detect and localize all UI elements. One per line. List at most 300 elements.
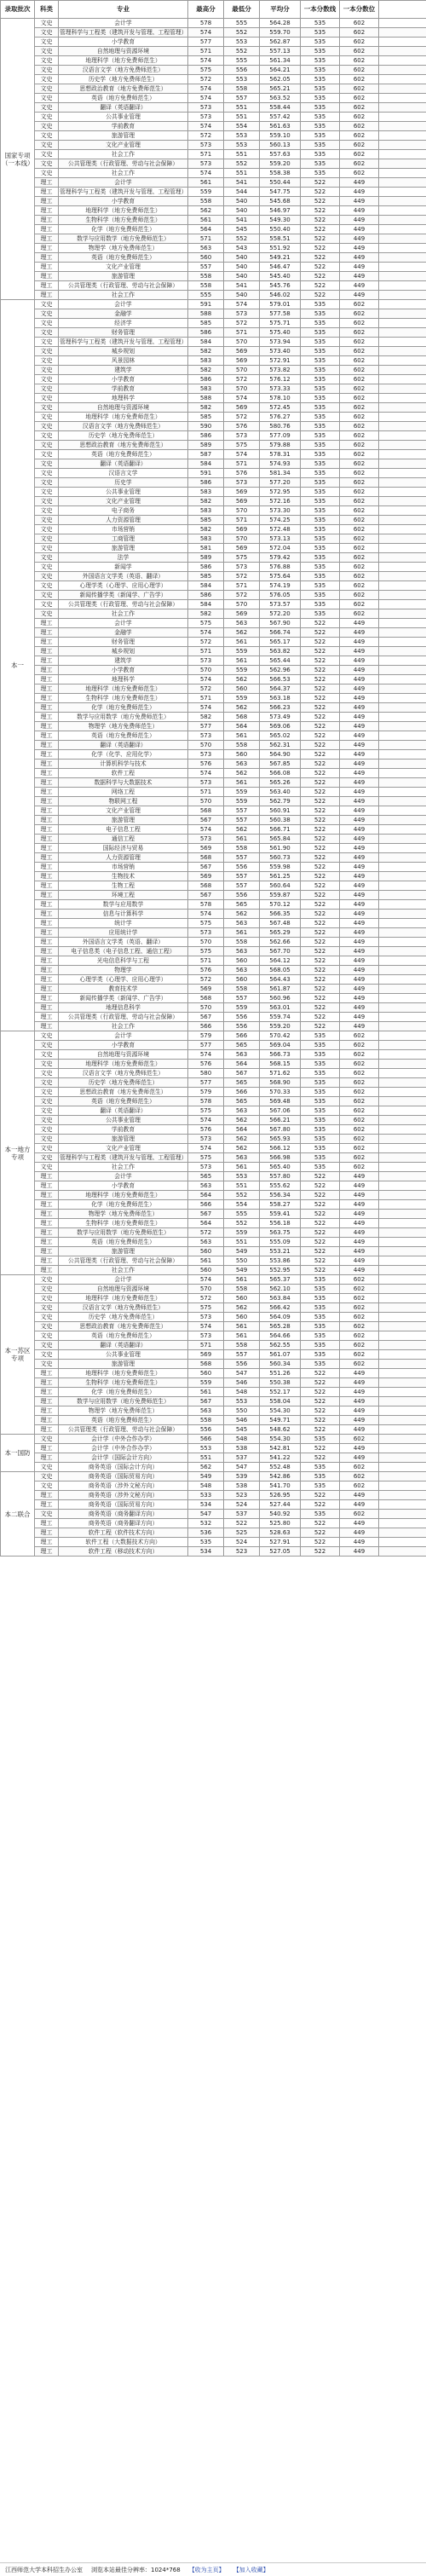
major-cell: 国际经济与贸易 — [59, 844, 188, 853]
major-cell: 商务英语（商务翻译方向） — [59, 1519, 188, 1528]
min-score-cell: 562 — [224, 703, 260, 713]
blank-cell — [379, 1416, 426, 1425]
category-cell: 理工 — [35, 750, 59, 760]
blank-cell — [379, 1294, 426, 1303]
min-score-cell: 557 — [224, 806, 260, 816]
cutoff-line-cell: 522 — [301, 197, 340, 206]
cutoff-rank-cell: 449 — [340, 178, 379, 188]
major-cell: 翻译（英语翻译） — [59, 459, 188, 469]
cutoff-rank-cell: 449 — [340, 1500, 379, 1510]
category-cell: 理工 — [35, 291, 59, 300]
page-footer — [0, 2562, 426, 2576]
blank-cell — [379, 703, 426, 713]
major-cell: 软件工程 — [59, 769, 188, 778]
table-row — [1, 1135, 426, 1144]
min-score-cell: 571 — [224, 516, 260, 525]
max-score-cell: 573 — [188, 731, 224, 741]
cutoff-line-cell: 535 — [301, 1060, 340, 1069]
table-row — [1, 1041, 426, 1050]
category-cell: 理工 — [35, 178, 59, 188]
cutoff-rank-cell: 449 — [340, 1172, 379, 1181]
min-score-cell: 571 — [224, 581, 260, 591]
cutoff-line-cell: 535 — [301, 75, 340, 84]
blank-cell — [379, 844, 426, 853]
cutoff-rank-cell: 449 — [340, 656, 379, 666]
cutoff-line-cell: 535 — [301, 431, 340, 441]
cutoff-line-cell: 535 — [301, 516, 340, 525]
major-cell: 人力资源管理 — [59, 516, 188, 525]
add-bookmark-link[interactable]: 【加入收藏】 — [233, 2566, 269, 2573]
blank-cell — [379, 1528, 426, 1538]
category-cell: 文史 — [35, 1163, 59, 1172]
cutoff-line-cell: 522 — [301, 1247, 340, 1256]
category-cell: 理工 — [35, 675, 59, 684]
major-cell: 思想政治教育（地方免费师范生） — [59, 1322, 188, 1331]
max-score-cell: 568 — [188, 994, 224, 1003]
min-score-cell: 547 — [224, 1369, 260, 1378]
avg-score-cell: 557.42 — [260, 113, 301, 122]
cutoff-line-cell: 535 — [301, 384, 340, 394]
avg-score-cell: 572.20 — [260, 609, 301, 619]
major-cell: 英语（地方免费师范生） — [59, 1238, 188, 1247]
blank-cell — [379, 281, 426, 291]
avg-score-cell: 565.02 — [260, 731, 301, 741]
cutoff-rank-cell: 602 — [340, 525, 379, 534]
max-score-cell: 572 — [188, 1228, 224, 1238]
min-score-cell: 560 — [224, 956, 260, 966]
major-cell: 会计学（中外合作办学） — [59, 1435, 188, 1444]
category-cell: 理工 — [35, 985, 59, 994]
blank-cell — [379, 684, 426, 694]
cutoff-line-cell: 535 — [301, 1031, 340, 1041]
min-score-cell: 572 — [224, 591, 260, 600]
table-row — [1, 985, 426, 994]
category-cell: 理工 — [35, 938, 59, 947]
blank-cell — [379, 309, 426, 319]
blank-cell — [379, 797, 426, 806]
table-row — [1, 928, 426, 938]
avg-score-cell: 570.33 — [260, 1088, 301, 1097]
category-cell: 文史 — [35, 1294, 59, 1303]
blank-cell — [379, 19, 426, 28]
avg-score-cell: 562.31 — [260, 741, 301, 750]
table-row — [1, 1228, 426, 1238]
table-row — [1, 563, 426, 572]
table-row — [1, 150, 426, 159]
avg-score-cell: 566.35 — [260, 910, 301, 919]
table-row — [1, 1116, 426, 1125]
category-cell: 文史 — [35, 450, 59, 459]
cutoff-line-cell: 522 — [301, 1200, 340, 1210]
avg-score-cell: 527.91 — [260, 1538, 301, 1547]
max-score-cell: 584 — [188, 459, 224, 469]
table-row — [1, 806, 426, 816]
cutoff-line-cell: 522 — [301, 1538, 340, 1547]
max-score-cell: 591 — [188, 300, 224, 309]
avg-score-cell: 560.13 — [260, 141, 301, 150]
cutoff-line-cell: 522 — [301, 1219, 340, 1228]
major-cell: 商务英语（国际贸易方向） — [59, 1500, 188, 1510]
set-homepage-link[interactable]: 【收为主页】 — [188, 2566, 225, 2573]
category-cell: 理工 — [35, 1013, 59, 1022]
max-score-cell: 570 — [188, 666, 224, 675]
blank-cell — [379, 1481, 426, 1491]
table-row — [1, 525, 426, 534]
cutoff-line-cell: 535 — [301, 338, 340, 347]
cutoff-rank-cell: 449 — [340, 816, 379, 825]
major-cell: 生物技术 — [59, 872, 188, 881]
cutoff-line-cell: 522 — [301, 234, 340, 244]
blank-cell — [379, 666, 426, 675]
min-score-cell: 541 — [224, 216, 260, 225]
blank-cell — [379, 141, 426, 150]
cutoff-rank-cell: 602 — [340, 1060, 379, 1069]
avg-score-cell: 572.48 — [260, 525, 301, 534]
blank-cell — [379, 1125, 426, 1135]
blank-cell — [379, 816, 426, 825]
min-score-cell: 574 — [224, 394, 260, 403]
avg-score-cell: 554.30 — [260, 1435, 301, 1444]
min-score-cell: 569 — [224, 347, 260, 356]
avg-score-cell: 569.48 — [260, 1097, 301, 1106]
major-cell: 城乡规划 — [59, 647, 188, 656]
min-score-cell: 564 — [224, 722, 260, 731]
avg-score-cell: 579.01 — [260, 300, 301, 309]
avg-score-cell: 578.10 — [260, 394, 301, 403]
cutoff-line-cell: 522 — [301, 844, 340, 853]
max-score-cell: 571 — [188, 150, 224, 159]
blank-cell — [379, 525, 426, 534]
blank-cell — [379, 47, 426, 56]
table-row — [1, 1219, 426, 1228]
max-score-cell: 563 — [188, 1181, 224, 1191]
category-cell: 文史 — [35, 600, 59, 609]
cutoff-rank-cell: 602 — [340, 328, 379, 338]
major-cell: 法学 — [59, 553, 188, 563]
blank-cell — [379, 544, 426, 553]
avg-score-cell: 563.18 — [260, 694, 301, 703]
blank-cell — [379, 1435, 426, 1444]
blank-cell — [379, 1200, 426, 1210]
blank-cell — [379, 328, 426, 338]
category-cell: 理工 — [35, 703, 59, 713]
max-score-cell: 571 — [188, 956, 224, 966]
major-cell: 教育技术学 — [59, 985, 188, 994]
cutoff-line-cell: 522 — [301, 900, 340, 910]
cutoff-rank-cell: 449 — [340, 1256, 379, 1266]
min-score-cell: 551 — [224, 103, 260, 113]
blank-cell — [379, 384, 426, 394]
min-score-cell: 552 — [224, 1191, 260, 1200]
table-row — [1, 938, 426, 947]
max-score-cell: 586 — [188, 563, 224, 572]
cutoff-rank-cell: 602 — [340, 488, 379, 497]
cutoff-rank-cell: 449 — [340, 291, 379, 300]
category-cell: 文史 — [35, 75, 59, 84]
category-cell: 文史 — [35, 328, 59, 338]
cutoff-rank-cell: 449 — [340, 619, 379, 628]
category-cell: 理工 — [35, 263, 59, 272]
cutoff-line-cell: 522 — [301, 1013, 340, 1022]
cutoff-line-cell: 522 — [301, 1425, 340, 1435]
max-score-cell: 571 — [188, 1341, 224, 1350]
category-cell: 文史 — [35, 1116, 59, 1125]
max-score-cell: 572 — [188, 975, 224, 985]
avg-score-cell: 564.28 — [260, 19, 301, 28]
cutoff-line-cell: 522 — [301, 656, 340, 666]
avg-score-cell: 568.15 — [260, 1060, 301, 1069]
major-cell: 商务英语（涉外文秘方向） — [59, 1481, 188, 1491]
category-cell: 文史 — [35, 94, 59, 103]
blank-cell — [379, 694, 426, 703]
category-cell: 文史 — [35, 572, 59, 581]
table-row — [1, 600, 426, 609]
min-score-cell: 563 — [224, 947, 260, 956]
avg-score-cell: 563.01 — [260, 1003, 301, 1013]
min-score-cell: 558 — [224, 938, 260, 947]
blank-cell — [379, 403, 426, 413]
major-cell: 汉语言文学（地方免费师范生） — [59, 1303, 188, 1313]
min-score-cell: 524 — [224, 1538, 260, 1547]
max-score-cell: 551 — [188, 1453, 224, 1463]
max-score-cell: 557 — [188, 263, 224, 272]
max-score-cell: 586 — [188, 328, 224, 338]
table-row — [1, 975, 426, 985]
cutoff-rank-cell: 449 — [340, 694, 379, 703]
cutoff-line-cell: 522 — [301, 206, 340, 216]
blank-cell — [379, 178, 426, 188]
cutoff-rank-cell: 602 — [340, 431, 379, 441]
table-row — [1, 159, 426, 169]
cutoff-line-cell: 522 — [301, 1528, 340, 1538]
major-cell: 学前教育 — [59, 122, 188, 131]
max-score-cell: 567 — [188, 816, 224, 825]
major-cell: 地理信息科学 — [59, 1003, 188, 1013]
avg-score-cell: 577.58 — [260, 309, 301, 319]
table-row — [1, 1153, 426, 1163]
cutoff-rank-cell: 602 — [340, 506, 379, 516]
blank-cell — [379, 516, 426, 525]
min-score-cell: 561 — [224, 835, 260, 844]
max-score-cell: 573 — [188, 928, 224, 938]
blank-cell — [379, 750, 426, 760]
cutoff-line-cell: 522 — [301, 628, 340, 638]
max-score-cell: 566 — [188, 1435, 224, 1444]
table-row — [1, 666, 426, 675]
table-row — [1, 188, 426, 197]
blank-cell — [379, 910, 426, 919]
table-row — [1, 919, 426, 928]
min-score-cell: 552 — [224, 234, 260, 244]
avg-score-cell: 566.23 — [260, 703, 301, 713]
blank-cell — [379, 1219, 426, 1228]
cutoff-line-cell: 522 — [301, 778, 340, 788]
blank-cell — [379, 1378, 426, 1388]
min-score-cell: 551 — [224, 150, 260, 159]
cutoff-line-cell: 522 — [301, 994, 340, 1003]
avg-score-cell: 561.87 — [260, 985, 301, 994]
category-cell: 理工 — [35, 188, 59, 197]
min-score-cell: 557 — [224, 881, 260, 891]
avg-score-cell: 573.40 — [260, 347, 301, 356]
max-score-cell: 582 — [188, 403, 224, 413]
table-row — [1, 506, 426, 516]
cutoff-rank-cell: 449 — [340, 684, 379, 694]
cutoff-rank-cell: 449 — [340, 253, 379, 263]
cutoff-rank-cell: 602 — [340, 516, 379, 525]
category-cell: 理工 — [35, 844, 59, 853]
cutoff-rank-cell: 602 — [340, 113, 379, 122]
cutoff-line-cell: 522 — [301, 713, 340, 722]
cutoff-line-cell: 522 — [301, 760, 340, 769]
major-cell: 汉语言文学 — [59, 469, 188, 478]
blank-cell — [379, 1153, 426, 1163]
table-row — [1, 1547, 426, 1557]
min-score-cell: 562 — [224, 825, 260, 835]
category-cell: 文史 — [35, 1078, 59, 1088]
category-cell: 理工 — [35, 253, 59, 263]
min-score-cell: 566 — [224, 1088, 260, 1097]
table-row — [1, 1322, 426, 1331]
major-cell: 通信工程 — [59, 835, 188, 844]
cutoff-rank-cell: 449 — [340, 778, 379, 788]
max-score-cell: 573 — [188, 159, 224, 169]
cutoff-line-cell: 522 — [301, 947, 340, 956]
avg-score-cell: 559.74 — [260, 1013, 301, 1022]
cutoff-line-cell: 522 — [301, 1256, 340, 1266]
cutoff-rank-cell: 602 — [340, 47, 379, 56]
category-cell: 文史 — [35, 47, 59, 56]
cutoff-rank-cell: 602 — [340, 1106, 379, 1116]
table-row — [1, 1172, 426, 1181]
category-cell: 理工 — [35, 1406, 59, 1416]
max-score-cell: 534 — [188, 1500, 224, 1510]
category-cell: 理工 — [35, 881, 59, 891]
table-header — [1, 1, 426, 19]
cutoff-line-cell: 535 — [301, 150, 340, 159]
major-cell: 小学教育 — [59, 197, 188, 206]
major-cell: 会计学 — [59, 178, 188, 188]
max-score-cell: 564 — [188, 1219, 224, 1228]
category-cell: 文史 — [35, 525, 59, 534]
blank-cell — [379, 600, 426, 609]
avg-score-cell: 575.71 — [260, 319, 301, 328]
cutoff-rank-cell: 449 — [340, 985, 379, 994]
category-cell: 理工 — [35, 825, 59, 835]
major-cell: 物理学（地方免费师范生） — [59, 722, 188, 731]
cutoff-rank-cell: 449 — [340, 1210, 379, 1219]
major-cell: 计算机科学与技术 — [59, 760, 188, 769]
blank-cell — [379, 131, 426, 141]
cutoff-line-cell: 522 — [301, 1547, 340, 1557]
cutoff-line-cell: 522 — [301, 1491, 340, 1500]
major-cell: 文化产业管理 — [59, 263, 188, 272]
min-score-cell: 569 — [224, 488, 260, 497]
avg-score-cell: 553.86 — [260, 1256, 301, 1266]
cutoff-rank-cell: 449 — [340, 1191, 379, 1200]
major-cell: 英语（地方免费师范生） — [59, 1331, 188, 1341]
max-score-cell: 569 — [188, 872, 224, 881]
cutoff-rank-cell: 449 — [340, 863, 379, 872]
table-row — [1, 619, 426, 628]
avg-score-cell: 579.42 — [260, 553, 301, 563]
blank-cell — [379, 188, 426, 197]
min-score-cell: 563 — [224, 966, 260, 975]
cutoff-rank-cell: 602 — [340, 141, 379, 150]
category-cell: 文史 — [35, 441, 59, 450]
max-score-cell: 574 — [188, 675, 224, 684]
cutoff-line-cell: 535 — [301, 1331, 340, 1341]
avg-score-cell: 562.05 — [260, 75, 301, 84]
cutoff-line-cell: 522 — [301, 910, 340, 919]
blank-cell — [379, 769, 426, 778]
blank-cell — [379, 938, 426, 947]
table-row — [1, 1088, 426, 1097]
category-cell: 文史 — [35, 1088, 59, 1097]
table-row — [1, 1388, 426, 1397]
category-cell: 理工 — [35, 1444, 59, 1453]
min-score-cell: 569 — [224, 497, 260, 506]
table-row — [1, 1163, 426, 1172]
max-score-cell: 582 — [188, 366, 224, 375]
cutoff-line-cell: 535 — [301, 413, 340, 422]
min-score-cell: 561 — [224, 1275, 260, 1285]
table-row — [1, 309, 426, 319]
major-cell: 化学（地方免费师范生） — [59, 1388, 188, 1397]
category-cell: 理工 — [35, 1397, 59, 1406]
table-row — [1, 1003, 426, 1013]
avg-score-cell: 574.19 — [260, 581, 301, 591]
max-score-cell: 583 — [188, 488, 224, 497]
major-cell: 人力资源管理 — [59, 853, 188, 863]
cutoff-line-cell: 522 — [301, 188, 340, 197]
cutoff-line-cell: 535 — [301, 422, 340, 431]
cutoff-line-cell: 522 — [301, 619, 340, 628]
cutoff-rank-cell: 449 — [340, 722, 379, 731]
max-score-cell: 573 — [188, 1135, 224, 1144]
table-row — [1, 534, 426, 544]
avg-score-cell: 576.88 — [260, 563, 301, 572]
category-cell: 理工 — [35, 797, 59, 806]
cutoff-rank-cell: 602 — [340, 1463, 379, 1472]
major-cell: 翻译（英语翻译） — [59, 1341, 188, 1350]
cutoff-rank-cell: 602 — [340, 1069, 379, 1078]
avg-score-cell: 565.29 — [260, 928, 301, 938]
cutoff-line-cell: 535 — [301, 488, 340, 497]
cutoff-line-cell: 535 — [301, 459, 340, 469]
max-score-cell: 575 — [188, 1106, 224, 1116]
min-score-cell: 565 — [224, 900, 260, 910]
cutoff-rank-cell: 602 — [340, 1275, 379, 1285]
cutoff-rank-cell: 602 — [340, 553, 379, 563]
cutoff-line-cell: 535 — [301, 319, 340, 328]
cutoff-line-cell: 535 — [301, 1041, 340, 1050]
blank-cell — [379, 1275, 426, 1285]
batch-label-cell: 本二联合 — [1, 1472, 35, 1557]
min-score-cell: 569 — [224, 525, 260, 534]
major-cell: 数学与应用数学（地方免费师范生） — [59, 1397, 188, 1406]
table-row — [1, 684, 426, 694]
major-cell: 小学教育 — [59, 1041, 188, 1050]
blank-cell — [379, 300, 426, 309]
category-cell: 文史 — [35, 150, 59, 159]
table-row — [1, 122, 426, 131]
category-cell: 理工 — [35, 225, 59, 234]
category-cell: 理工 — [35, 900, 59, 910]
avg-score-cell: 567.80 — [260, 1125, 301, 1135]
blank-cell — [379, 1285, 426, 1294]
avg-score-cell: 564.21 — [260, 66, 301, 75]
